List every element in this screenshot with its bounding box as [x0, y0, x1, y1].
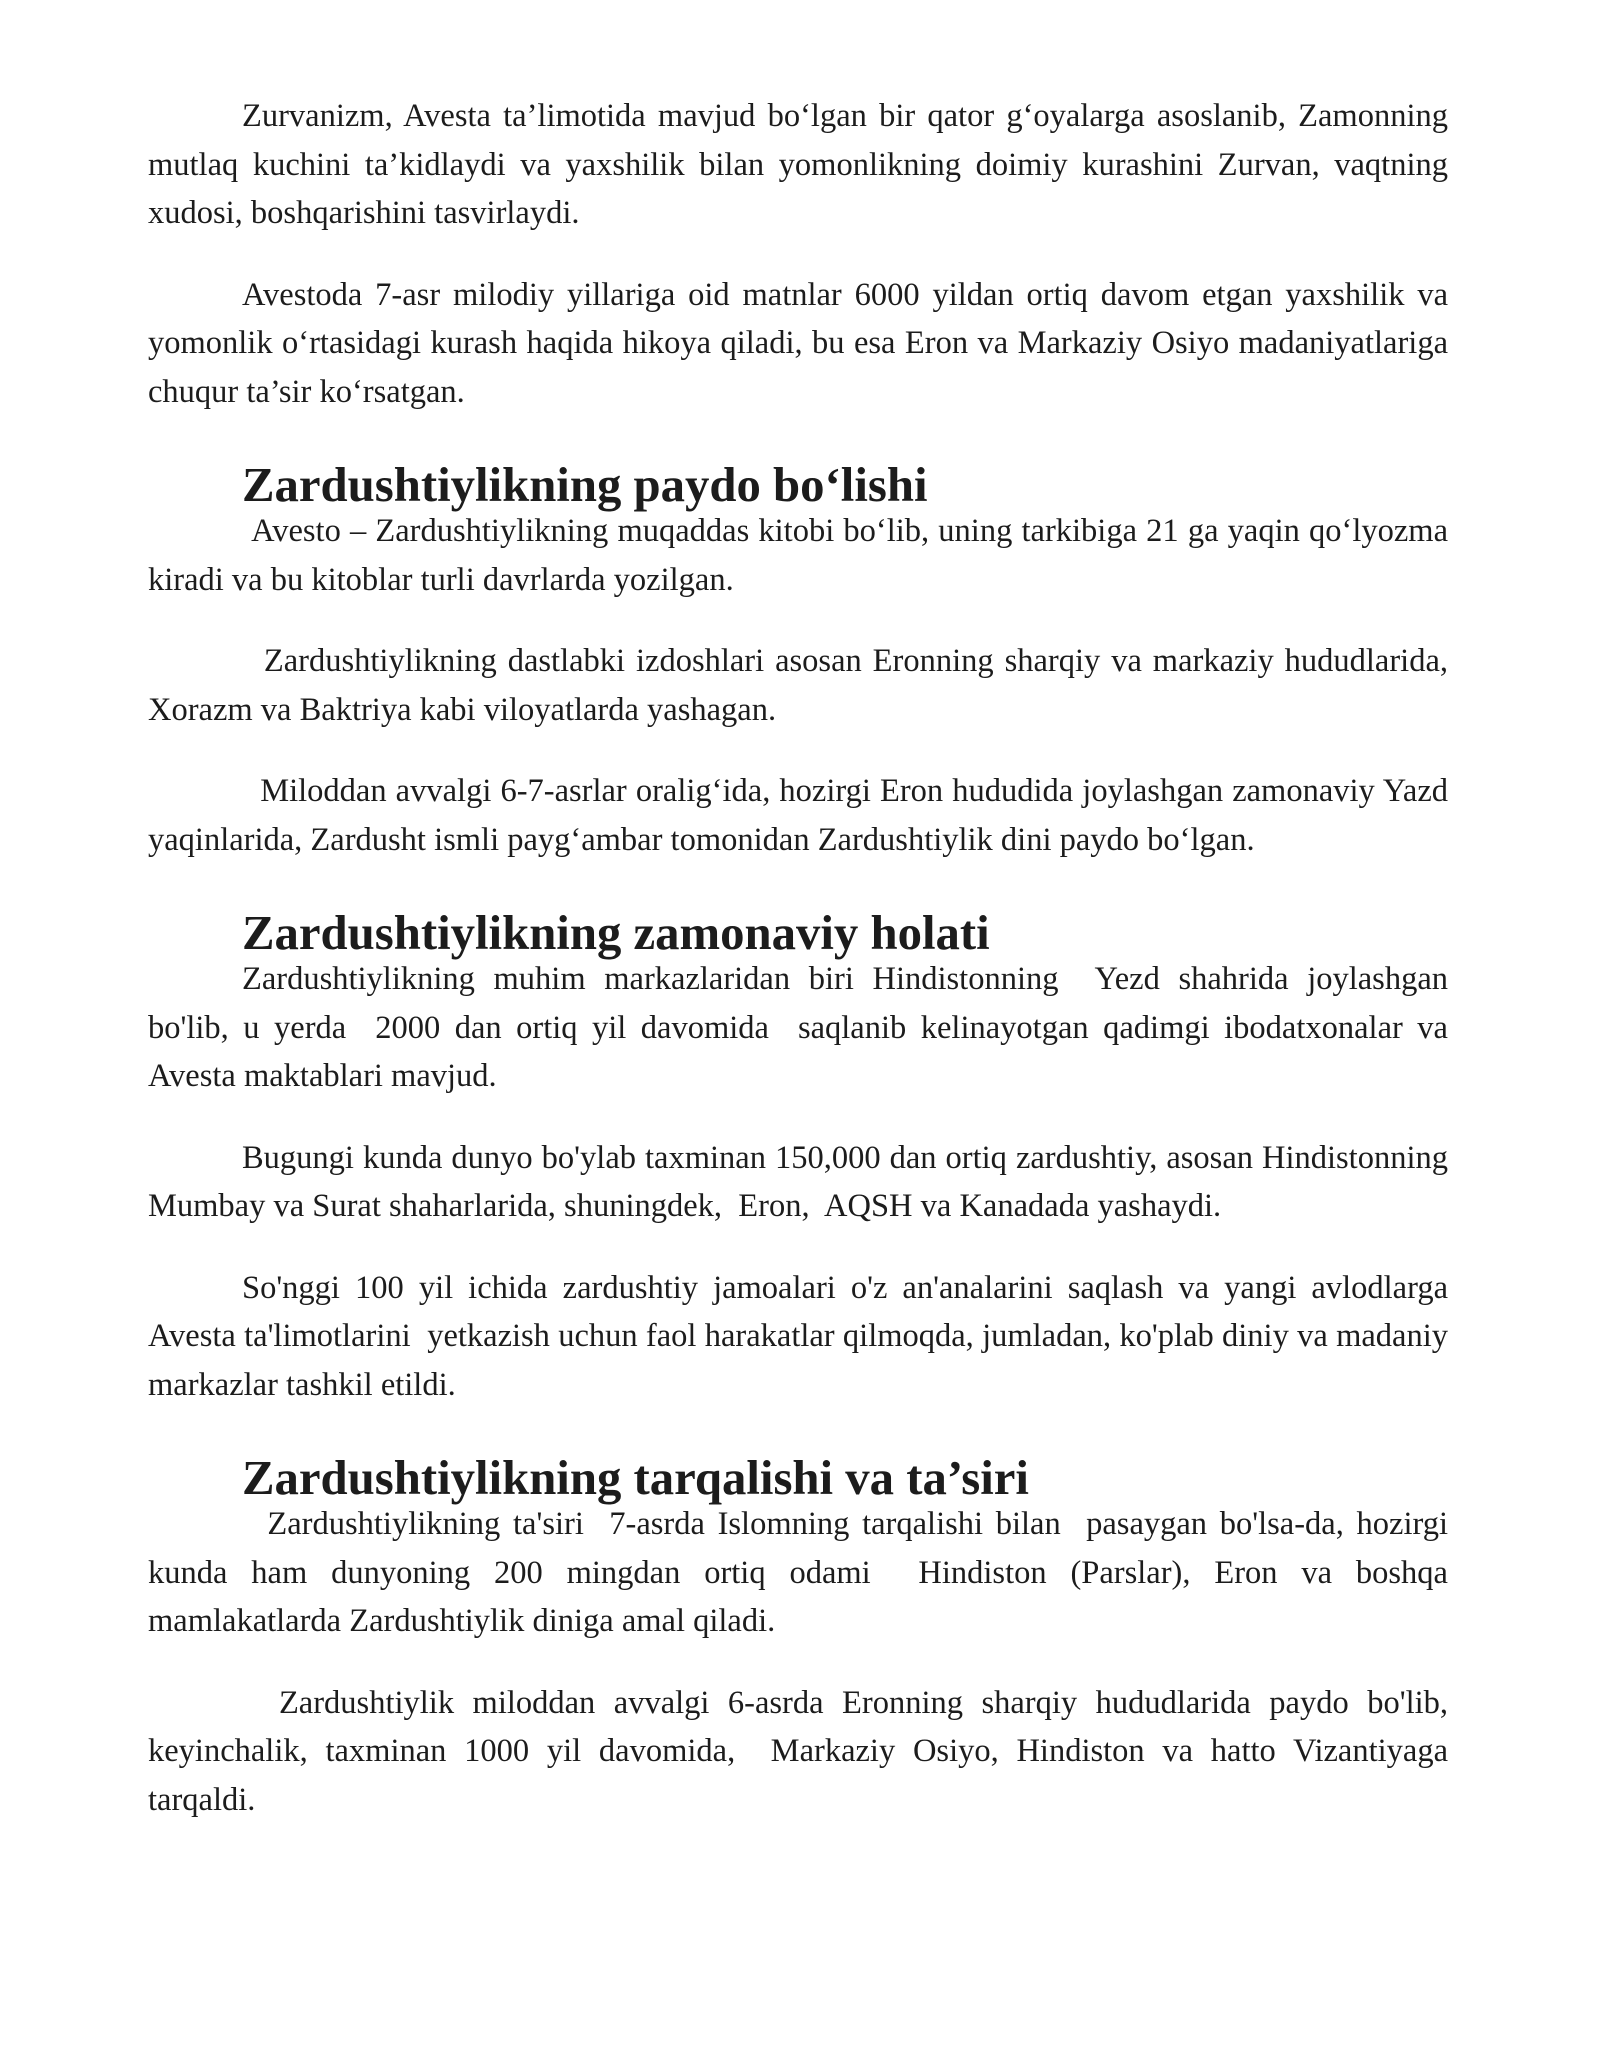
- section-heading-spread-influence: Zardushtiylikning tarqalishi va ta’siri: [242, 1451, 1029, 1505]
- section-modern-state-paragraph-2: Bugungi kunda dunyo bo'ylab taxminan 150,000 dan ortiq zardushtiy, asosan Hindistonning Mumbay va Surat shaharlarida, shuningdek, Eron, AQSH va Kanadada yashaydi.: [148, 1139, 1457, 1224]
- section-modern-state: [148, 906, 1465, 1409]
- section-spread-influence-paragraph-1: Zardushtiylikning ta'siri 7-asrda Islomning tarqalishi bilan pasaygan bo'lsa-da, hozirgi kunda ham dunyoning 200 mingdan ortiq odami Hindiston (Parslar), Eron va boshqa mamlakatlarda Zardushtiylik diniga amal qiladi.: [148, 1506, 1457, 1639]
- document-page: [148, 92, 1465, 1857]
- section-modern-state-paragraph-1: Zardushtiylikning muhim markazlaridan biri Hindistonning Yezd shahrida joylashgan bo'lib, u yerda 2000 dan ortiq yil davomida saqlanib kelinayotgan qadimgi ibodatxonalar va Avesta maktablari mavjud.: [148, 961, 1465, 1094]
- section-origin-paragraph-3: Miloddan avvalgi 6-7-asrlar oralig‘ida, hozirgi Eron hududida joylashgan zamonaviy Yazd yaqinlarida, Zardusht ismli payg‘ambar tomonidan Zardushtiylik dini paydo bo‘lgan.: [148, 773, 1457, 858]
- intro-paragraph-2: Avestoda 7-asr milodiy yillariga oid matnlar 6000 yildan ortiq davom etgan yaxshilik va yomonlik o‘rtasidagi kurash haqida hikoya qiladi, bu esa Eron va Markaziy Osiyo madaniyatlariga chuqur ta’sir ko‘rsatgan.: [148, 276, 1457, 410]
- section-spread-influence-paragraph-2: Zardushtiylik miloddan avvalgi 6-asrda Eronning sharqiy hududlarida paydo bo'lib, keyinchalik, taxminan 1000 yil davomida, Markaziy Osiyo, Hindiston va hatto Vizantiyaga tarqaldi.: [148, 1684, 1457, 1818]
- section-origin-paragraph-1: Avesto – Zardushtiylikning muqaddas kitobi bo‘lib, uning tarkibiga 21 ga yaqin qo‘lyozma kiradi va bu kitoblar turli davrlarda yozilgan.: [148, 513, 1457, 598]
- section-origin-paragraph-2: Zardushtiylikning dastlabki izdoshlari asosan Eronning sharqiy va markaziy hududlarida, Xorazm va Baktriya kabi viloyatlarda yashagan.: [148, 643, 1465, 728]
- section-heading-modern-state: Zardushtiylikning zamonaviy holati: [242, 906, 990, 960]
- section-origin: [148, 458, 1465, 864]
- intro-paragraph-1: Zurvanizm, Avesta ta’limotida mavjud bo‘lgan bir qator g‘oyalarga asoslanib, Zamonning mutlaq kuchini ta’kidlaydi va yaxshilik bilan yomonlikning doimiy kurashini Zurvan, vaqtning xudosi, boshqarishini tasvirlaydi.: [148, 98, 1457, 231]
- section-modern-state-paragraph-3: So'nggi 100 yil ichida zardushtiy jamoalari o'z an'analarini saqlash va yangi avlodlarga Avesta ta'limotlarini yetkazish uchun faol harakatlar qilmoqda, jumladan, ko'plab diniy va madaniy markazlar tashkil etildi.: [148, 1269, 1465, 1403]
- section-spread-influence: [148, 1451, 1457, 1824]
- section-heading-origin: Zardushtiylikning paydo bo‘lishi: [242, 458, 928, 512]
